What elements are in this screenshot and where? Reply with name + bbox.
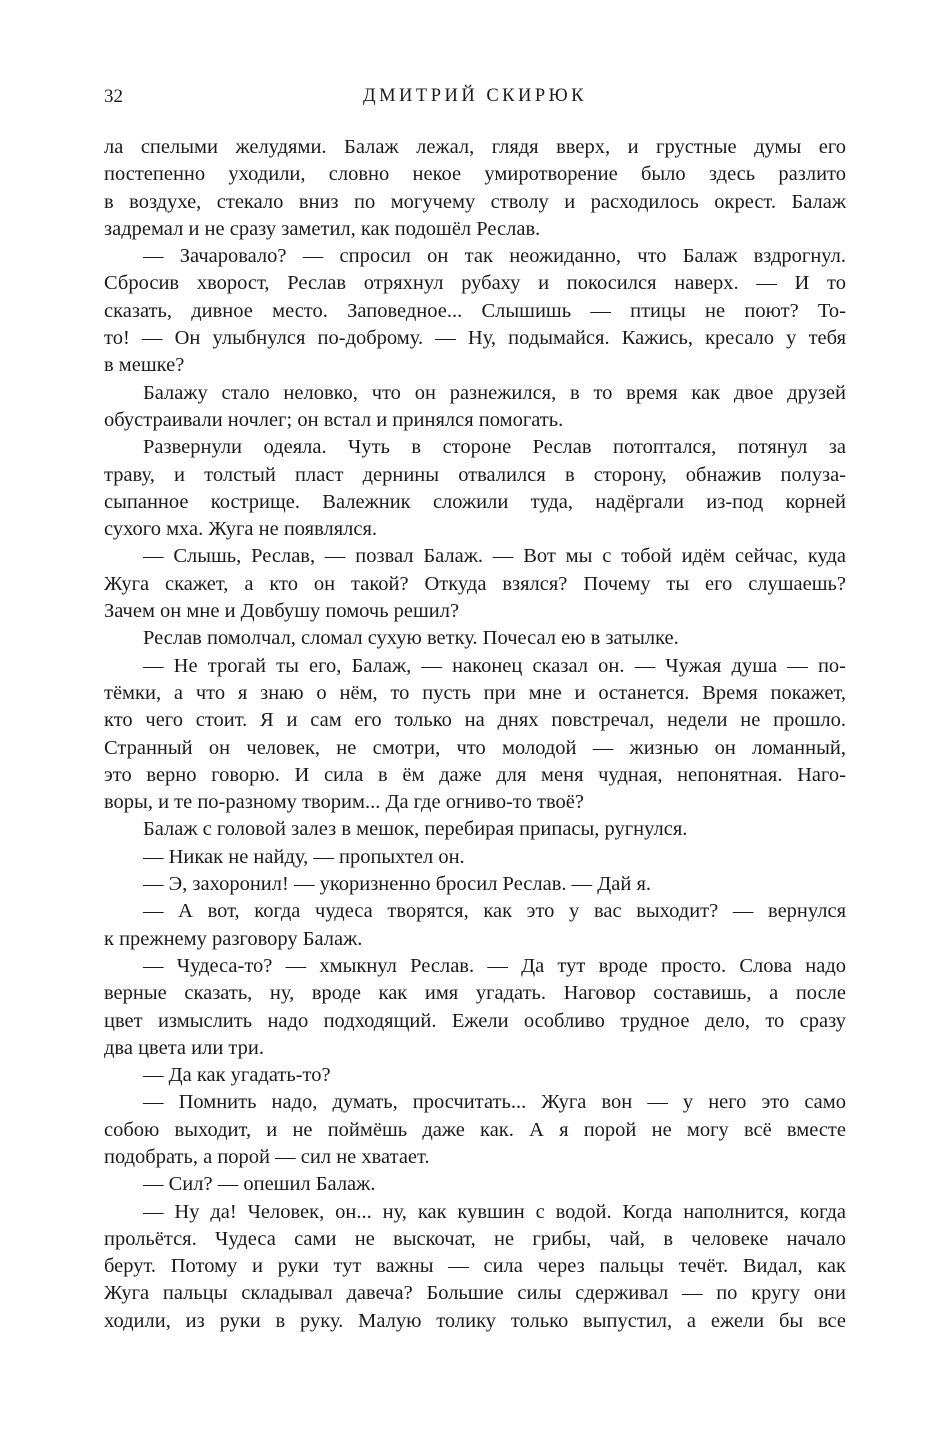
text-line: это верно говорю. И сила в ём даже для меня чудная, непонятная. Наго- [104,763,846,786]
text-line: — Слышь, Реслав, — позвал Балаж. — Вот мы с тобой идём сейчас, куда [143,545,846,568]
text-line: тёмки, а что я знаю о нём, то пусть при мне и останется. Время покажет, [104,681,846,704]
text-line: траву, и толстый пласт дернины отвалился в сторону, обнажив полуза- [104,463,846,486]
text-line: — Никак не найду, — пропыхтел он. [143,845,465,868]
text-line: прольётся. Чудеса сами не выскочат, не грибы, чай, в человеке начало [104,1227,846,1250]
running-head [104,86,846,120]
text-line: ла спелыми желудями. Балаж лежал, глядя вверх, и грустные думы его [104,136,846,158]
text-line: Жуга пальцы складывал давеча? Большие силы сдерживал — по кругу они [104,1282,846,1305]
text-line: Балаж с головой залез в мешок, перебирая припасы, ругнулся. [143,818,688,841]
running-head-author: ДМИТРИЙ СКИРЮК [362,86,588,106]
text-line: цвет измыслить надо подходящий. Ежели особливо трудное дело, то сразу [104,1009,846,1032]
text-line: сухого мха. Жуга не появлялся. [104,518,378,541]
text-line: — Э, захоронил! — укоризненно бросил Реслав. — Дай я. [143,873,652,896]
text-line: верные сказать, ну, вроде как имя угадать. Наговор составишь, а после [104,982,846,1005]
text-line: собою выходит, и не поймёшь даже как. А я порой не могу всё вместе [104,1118,846,1141]
text-line: Жуга скажет, а кто он такой? Откуда взялся? Почему ты его слушаешь? [104,572,846,595]
body-text [104,134,846,1335]
text-line: воры, и те по-разному творим... Да где огниво-то твоё? [104,791,584,814]
book-page [104,86,846,1335]
text-line: — Помнить надо, думать, просчитать... Жуга вон — у него это само [143,1091,846,1114]
text-line: два цвета или три. [104,1036,264,1059]
text-line: Странный он человек, не смотри, что молодой — жизнью он ломанный, [104,736,846,759]
text-line: Реслав помолчал, сломал сухую ветку. Почесал ею в затылке. [143,627,679,650]
text-line: ходили, из руки в руку. Малую толику только выпустил, а ежели бы все [104,1309,846,1332]
text-line: берут. Потому и руки тут важны — сила через пальцы течёт. Видал, как [104,1255,846,1278]
text-line: Сбросив хворост, Реслав отряхнул рубаху и покосился наверх. — И то [104,272,846,295]
text-line: Зачем он мне и Довбушу помочь решил? [104,600,460,623]
text-line: — Да как угадать-то? [143,1064,331,1087]
text-line: задремал и не сразу заметил, как подошёл Реслав. [104,217,541,240]
text-line: — А вот, когда чудеса творятся, как это у вас выходит? — вернулся [143,900,846,923]
text-line: Балажу стало неловко, что он разнежился, в то время как двое друзей [143,381,846,404]
text-line: подобрать, а порой — сил не хватает. [104,1145,430,1168]
text-line: постепенно уходили, словно некое умиротворение было здесь разлито [104,163,846,186]
text-line: обустраивали ночлег; он встал и принялся помогать. [104,408,564,431]
text-line: сыпанное кострище. Валежник сложили туда, надёргали из-под корней [104,490,846,513]
text-line: — Чудеса-то? — хмыкнул Реслав. — Да тут вроде просто. Слова надо [143,954,846,977]
text-line: то! — Он улыбнулся по-доброму. — Ну, подымайся. Кажись, кресало у тебя [104,327,846,350]
text-line: — Ну да! Человек, он... ну, как кувшин с водой. Когда наполнится, когда [143,1200,846,1223]
text-line: Развернули одеяла. Чуть в стороне Реслав потоптался, потянул за [143,436,846,459]
text-line: к прежнему разговору Балаж. [104,927,363,950]
page-number: 32 [104,86,123,107]
text-line: кто чего стоит. Я и сам его только на днях повстречал, недели не прошло. [104,709,846,732]
text-line: в мешке? [104,354,185,377]
text-line: сказать, дивное место. Заповедное... Слышишь — птицы не поют? То- [104,299,846,322]
text-line: — Зачаровало? — спросил он так неожиданно, что Балаж вздрогнул. [143,245,846,268]
text-line: — Не трогай ты его, Балаж, — наконец сказал он. — Чужая душа — по- [143,654,846,677]
text-line: в воздухе, стекало вниз по могучему стволу и расходилось окрест. Балаж [104,190,846,213]
text-line: — Сил? — опешил Балаж. [143,1173,376,1196]
